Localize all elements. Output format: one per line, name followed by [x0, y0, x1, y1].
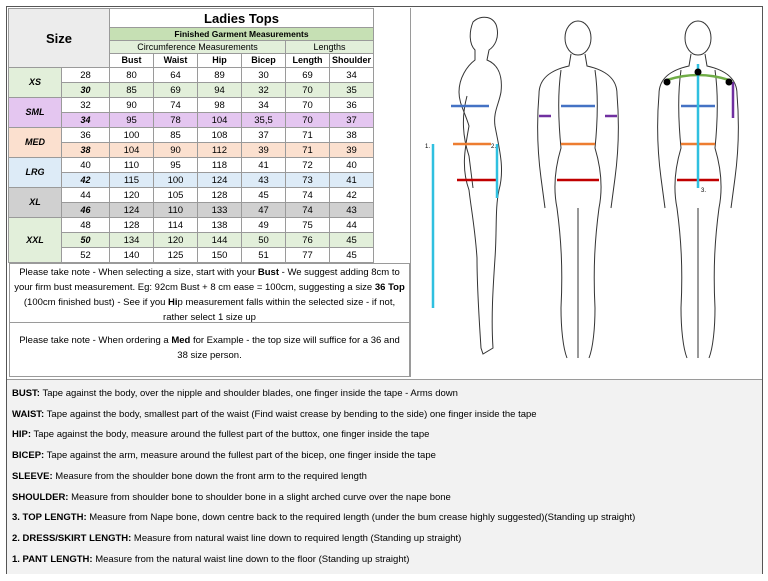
definition-text: Measure from the shoulder bone down the front arm to the required length	[52, 470, 367, 482]
size-row	[9, 98, 374, 113]
marker-2: 2.	[491, 144, 497, 150]
measurement-cell: 89	[198, 68, 242, 83]
measurement-cell: 37	[242, 128, 286, 143]
measurement-definitions	[7, 379, 762, 574]
definition-text: Tape against the arm, measure around the fullest part of the bicep, one finger inside the tape	[44, 450, 436, 462]
size-row	[9, 158, 374, 173]
measurement-cell: 41	[330, 173, 374, 188]
marker-1: 1.	[425, 144, 431, 150]
measurement-cell: 80	[110, 68, 154, 83]
definition-text: Measure from natural waist line down to required length (Standing up straight)	[131, 532, 462, 544]
size-number: 38	[62, 143, 110, 158]
definition-item	[12, 388, 458, 399]
measurement-cell: 34	[242, 98, 286, 113]
measurement-cell: 43	[242, 173, 286, 188]
column-header: Waist	[154, 54, 198, 68]
measurement-cell: 30	[242, 68, 286, 83]
note-text: (100cm finished bust) - See if you	[23, 297, 169, 308]
definition-term: SLEEVE:	[12, 470, 53, 482]
measurement-cell: 72	[286, 158, 330, 173]
measurement-cell: 34	[330, 68, 374, 83]
bust-selection-note	[9, 263, 410, 323]
definition-text: Tape against the body, measure around the fullest part of the buttox, one finger inside the tape	[31, 429, 430, 441]
definition-item	[12, 512, 635, 523]
note-bold: Bust	[257, 267, 280, 278]
note-bold: Med	[171, 335, 191, 346]
measurement-cell: 110	[154, 203, 198, 218]
measurement-cell: 40	[330, 158, 374, 173]
definition-text: Measure from shoulder bone to shoulder bone in a slight arched curve over the nape bone	[68, 491, 451, 503]
measurement-cell: 41	[242, 158, 286, 173]
measurement-cell: 45	[242, 188, 286, 203]
size-header: Size	[9, 9, 110, 68]
measurement-cell: 138	[198, 218, 242, 233]
measurement-cell: 108	[198, 128, 242, 143]
measurement-cell: 114	[154, 218, 198, 233]
size-row	[9, 173, 374, 188]
body-measurement-illustration	[411, 8, 763, 377]
measurement-cell: 45	[330, 248, 374, 263]
measurement-cell: 120	[110, 188, 154, 203]
size-row	[9, 143, 374, 158]
measurement-cell: 32	[242, 83, 286, 98]
measurement-cell: 69	[286, 68, 330, 83]
column-header: Length	[286, 54, 330, 68]
size-number: 28	[62, 68, 110, 83]
definition-term: 1. PANT LENGTH:	[12, 553, 93, 565]
column-header: Hip	[198, 54, 242, 68]
measurement-cell: 50	[242, 233, 286, 248]
measurement-cell: 74	[286, 203, 330, 218]
measurement-cell: 37	[330, 113, 374, 128]
size-row	[9, 113, 374, 128]
measurement-cell: 76	[286, 233, 330, 248]
size-row	[9, 218, 374, 233]
measurement-cell: 64	[154, 68, 198, 83]
size-number: 40	[62, 158, 110, 173]
circumference-group-header: Circumference Measurements	[110, 41, 286, 54]
measurement-cell: 74	[154, 98, 198, 113]
measurement-cell: 36	[330, 98, 374, 113]
measurement-cell: 49	[242, 218, 286, 233]
size-row	[9, 233, 374, 248]
measurement-cell: 95	[154, 158, 198, 173]
measurement-cell: 78	[154, 113, 198, 128]
front-view-figure	[538, 21, 619, 358]
measurement-cell: 44	[330, 218, 374, 233]
measurement-cell: 94	[198, 83, 242, 98]
definition-item	[12, 429, 429, 440]
measurement-cell: 118	[198, 158, 242, 173]
size-chart-table	[8, 8, 374, 263]
measurement-cell: 71	[286, 128, 330, 143]
column-header: Bust	[110, 54, 154, 68]
definition-term: 3. TOP LENGTH:	[12, 512, 87, 524]
measurement-cell: 112	[198, 143, 242, 158]
measurement-cell: 140	[110, 248, 154, 263]
size-number: 34	[62, 113, 110, 128]
side-view-figure	[459, 17, 502, 354]
note-text: Please take note - When ordering a	[19, 335, 172, 346]
column-header: Bicep	[242, 54, 286, 68]
definition-text: Measure from Nape bone, down centre back to the required length (under the bum crease highly suggested)(Standing up straight)	[86, 512, 636, 524]
definition-text: Measure from the natural waist line down to the floor (Standing up straight)	[92, 553, 410, 565]
measurement-cell: 110	[110, 158, 154, 173]
measurement-cell: 77	[286, 248, 330, 263]
measurement-cell: 128	[198, 188, 242, 203]
definition-term: BUST:	[12, 388, 40, 399]
size-row	[9, 248, 374, 263]
measurement-cell: 39	[330, 143, 374, 158]
measurement-cell: 74	[286, 188, 330, 203]
definition-item	[12, 409, 537, 420]
size-number: 36	[62, 128, 110, 143]
size-number: 30	[62, 83, 110, 98]
measurement-cell: 90	[154, 143, 198, 158]
med-order-note	[9, 323, 410, 377]
note-text: for Example - the top size will suffice for a 36 and 38 size person.	[177, 335, 400, 361]
measurement-cell: 150	[198, 248, 242, 263]
measurement-cell: 39	[242, 143, 286, 158]
measurement-cell: 69	[154, 83, 198, 98]
definition-term: SHOULDER:	[12, 491, 69, 503]
definition-item	[12, 492, 451, 503]
measurement-cell: 100	[154, 173, 198, 188]
measurement-cell: 85	[110, 83, 154, 98]
definition-item	[12, 554, 409, 565]
measurement-cell: 134	[110, 233, 154, 248]
measurement-cell: 35,5	[242, 113, 286, 128]
measurement-cell: 95	[110, 113, 154, 128]
measurement-cell: 115	[110, 173, 154, 188]
measurement-cell: 104	[110, 143, 154, 158]
measurement-cell: 100	[110, 128, 154, 143]
measurement-cell: 124	[198, 173, 242, 188]
note-bold: 36 Top	[374, 282, 405, 293]
measurement-cell: 70	[286, 113, 330, 128]
measurement-cell: 47	[242, 203, 286, 218]
measurement-cell: 144	[198, 233, 242, 248]
size-number: 46	[62, 203, 110, 218]
size-number: 50	[62, 233, 110, 248]
definition-item	[12, 450, 436, 461]
lengths-group-header: Lengths	[286, 41, 374, 54]
column-header: Shoulder	[330, 54, 374, 68]
size-row	[9, 188, 374, 203]
measurement-cell: 70	[286, 98, 330, 113]
measurement-cell: 43	[330, 203, 374, 218]
size-group-label: LRG	[9, 158, 62, 188]
size-number: 42	[62, 173, 110, 188]
note-text: Please take note - When selecting a size, start with your	[19, 267, 258, 278]
measurement-cell: 35	[330, 83, 374, 98]
measurement-cell: 90	[110, 98, 154, 113]
measurement-cell: 125	[154, 248, 198, 263]
measurement-cell: 75	[286, 218, 330, 233]
measurement-cell: 133	[198, 203, 242, 218]
note-text: p measurement falls within the selected size - if not, rather select 1 size up	[163, 297, 396, 323]
definition-item	[12, 533, 461, 544]
size-number: 32	[62, 98, 110, 113]
definition-term: 2. DRESS/SKIRT LENGTH:	[12, 532, 132, 544]
measurement-cell: 104	[198, 113, 242, 128]
measurement-cell: 124	[110, 203, 154, 218]
size-group-label: XS	[9, 68, 62, 98]
size-row	[9, 203, 374, 218]
definition-text: Tape against the body, smallest part of the waist (Find waist crease by bending to the side) one finger inside the tape	[44, 408, 537, 420]
table-subtitle: Finished Garment Measurements	[110, 28, 374, 41]
size-number: 48	[62, 218, 110, 233]
measurement-cell: 71	[286, 143, 330, 158]
measurement-cell: 42	[330, 188, 374, 203]
definition-term: BICEP:	[12, 450, 45, 462]
measurement-cell: 70	[286, 83, 330, 98]
body-figures-panel	[410, 8, 763, 377]
measurement-cell: 51	[242, 248, 286, 263]
table-title: Ladies Tops	[110, 9, 374, 28]
size-row	[9, 128, 374, 143]
measurement-cell: 105	[154, 188, 198, 203]
size-group-label: SML	[9, 98, 62, 128]
definition-item	[12, 471, 367, 482]
marker-3: 3.	[701, 188, 707, 194]
measurement-cell: 85	[154, 128, 198, 143]
measurement-cell: 45	[330, 233, 374, 248]
size-group-label: XL	[9, 188, 62, 218]
measurement-cell: 128	[110, 218, 154, 233]
size-number: 52	[62, 248, 110, 263]
measurement-cell: 120	[154, 233, 198, 248]
note-text: - We suggest adding 8cm to your firm bust measurement. Eg: 92cm Bust + 8 cm ease = 100cm, suggesting a size	[14, 267, 400, 293]
measurement-cell: 98	[198, 98, 242, 113]
size-row	[9, 83, 374, 98]
note-bold: Hi	[168, 297, 178, 308]
definition-term: HIP:	[12, 429, 31, 441]
size-number: 44	[62, 188, 110, 203]
size-row	[9, 68, 374, 83]
size-group-label: XXL	[9, 218, 62, 263]
definition-term: WAIST:	[12, 408, 45, 420]
measurement-cell: 38	[330, 128, 374, 143]
size-group-label: MED	[9, 128, 62, 158]
measurement-cell: 73	[286, 173, 330, 188]
definition-text: Tape against the body, over the nipple and shoulder blades, one finger inside the tape - Arms down	[39, 388, 458, 399]
